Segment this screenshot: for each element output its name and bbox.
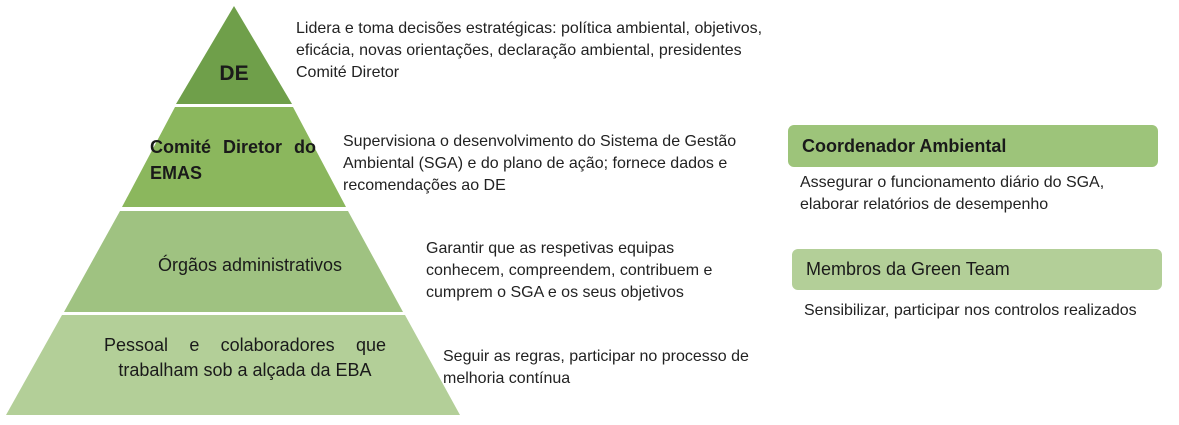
- role-title-green-team: Membros da Green Team: [806, 259, 1010, 279]
- role-title-coordenador: Coordenador Ambiental: [802, 135, 1007, 156]
- role-desc-coordenador: Assegurar o funcionamento diário do SGA, elaborar relatórios de desempenho: [800, 174, 1105, 213]
- role-box-green-team: [792, 249, 1162, 290]
- level-label-de: DE: [219, 62, 249, 85]
- role-desc-green-team: Sensibilizar, participar nos controlos realizados: [804, 302, 1137, 319]
- level-desc-de: Lidera e toma decisões estratégicas: política ambiental, objetivos, eficácia, novas orientações, declaração ambiental, presidentes Comité Diretor: [296, 20, 763, 81]
- level-desc-orgaos: Garantir que as respetivas equipas conhecem, compreendem, contribuem e cumprem o SGA e os seus objetivos: [426, 240, 713, 301]
- pyramid-level-de: [176, 6, 292, 104]
- role-box-coordenador: [788, 125, 1158, 167]
- level-label-comite: Comité Diretor do EMAS: [150, 137, 316, 183]
- level-label-pessoal: Pessoal e colaboradores que trabalham sob a alçada da EBA: [104, 335, 386, 380]
- level-desc-comite: Supervisiona o desenvolvimento do Sistema de Gestão Ambiental (SGA) e do plano de ação; fornece dados e recomendações ao DE: [343, 133, 737, 194]
- level-desc-pessoal: Seguir as regras, participar no processo de melhoria contínua: [443, 348, 749, 387]
- level-label-orgaos: Órgãos administrativos: [157, 255, 343, 275]
